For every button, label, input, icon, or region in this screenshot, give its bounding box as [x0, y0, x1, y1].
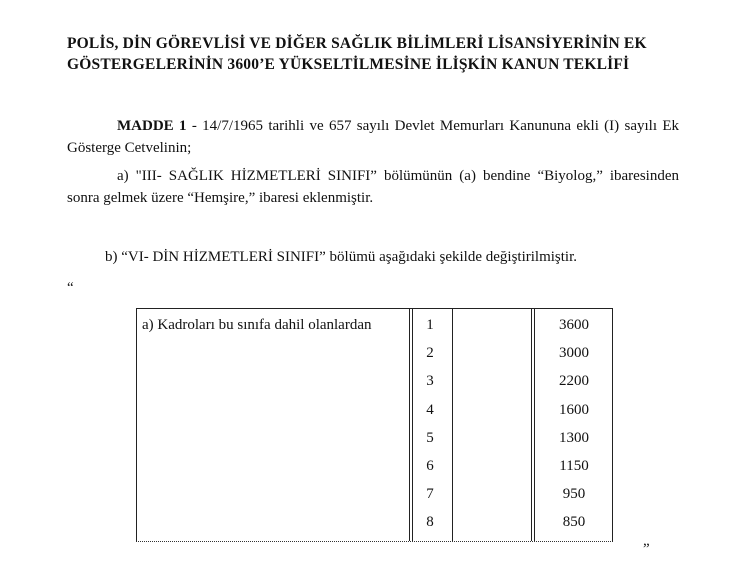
opening-quote-mark: “ [67, 280, 74, 296]
table-grade-cell: 6 [426, 458, 434, 474]
table-grade-cell: 2 [426, 345, 434, 362]
table-grade-cell: 4 [426, 401, 434, 418]
paragraph-b-text: b) “VI- DİN HİZMETLERİ SINIFI” bölümü aşağıdaki şekilde değiştirilmiştir. [105, 249, 577, 265]
paragraph-a-text: a) "III- SAĞLIK HİZMETLERİ SINIFI” bölümünün (a) bendine “Biyolog,” ibaresinden sonra gelmek üzere “Hemşire,” ibaresi eklenmiştir. [67, 168, 679, 206]
table-grade-cell: 7 [426, 486, 434, 503]
table-column-divider [534, 309, 535, 541]
table-grade-cell: 8 [426, 514, 434, 531]
table-row-label: a) Kadroları bu sınıfa dahil olanlardan [142, 317, 372, 333]
table-indicator-cell: 3600 [559, 317, 589, 333]
table-indicator-cell: 850 [562, 514, 586, 531]
table-grade-cell: 1 [426, 317, 434, 333]
table-indicator-cell: 1150 [559, 458, 589, 474]
article-text: - 14/7/1965 tarihli ve 657 sayılı Devlet Memurları Kanununa ekli (I) sayılı Ek Gösterge Cetvelinin; [67, 118, 679, 156]
article-1-paragraph [67, 115, 679, 159]
table-indicator-cell: 1300 [559, 429, 589, 446]
table-column-divider [531, 309, 532, 541]
table-indicator-cell: 950 [562, 486, 586, 503]
table-indicator-cell: 3000 [559, 345, 589, 362]
closing-quote-mark: ” [643, 541, 650, 557]
page-title: POLİS, DİN GÖREVLİSİ VE DİĞER SAĞLIK BİLİMLERİ LİSANSİYERİNİN EK GÖSTERGELERİNİN 3600’E YÜKSELTİLMESİNE İLİŞKİN KANUN TEKLİFİ [67, 35, 647, 73]
table-column-divider [452, 309, 453, 541]
paragraph-b [67, 246, 679, 268]
table-grade-cell: 3 [426, 373, 434, 390]
table-indicator-cell: 1600 [559, 401, 589, 418]
table-column-divider [409, 309, 410, 541]
table-column-divider [412, 309, 413, 541]
table-indicator-cell: 2200 [559, 373, 589, 390]
article-label: MADDE 1 [117, 118, 187, 134]
table-grade-cell: 5 [426, 429, 434, 446]
indicator-table [136, 308, 613, 542]
paragraph-a [67, 165, 679, 209]
